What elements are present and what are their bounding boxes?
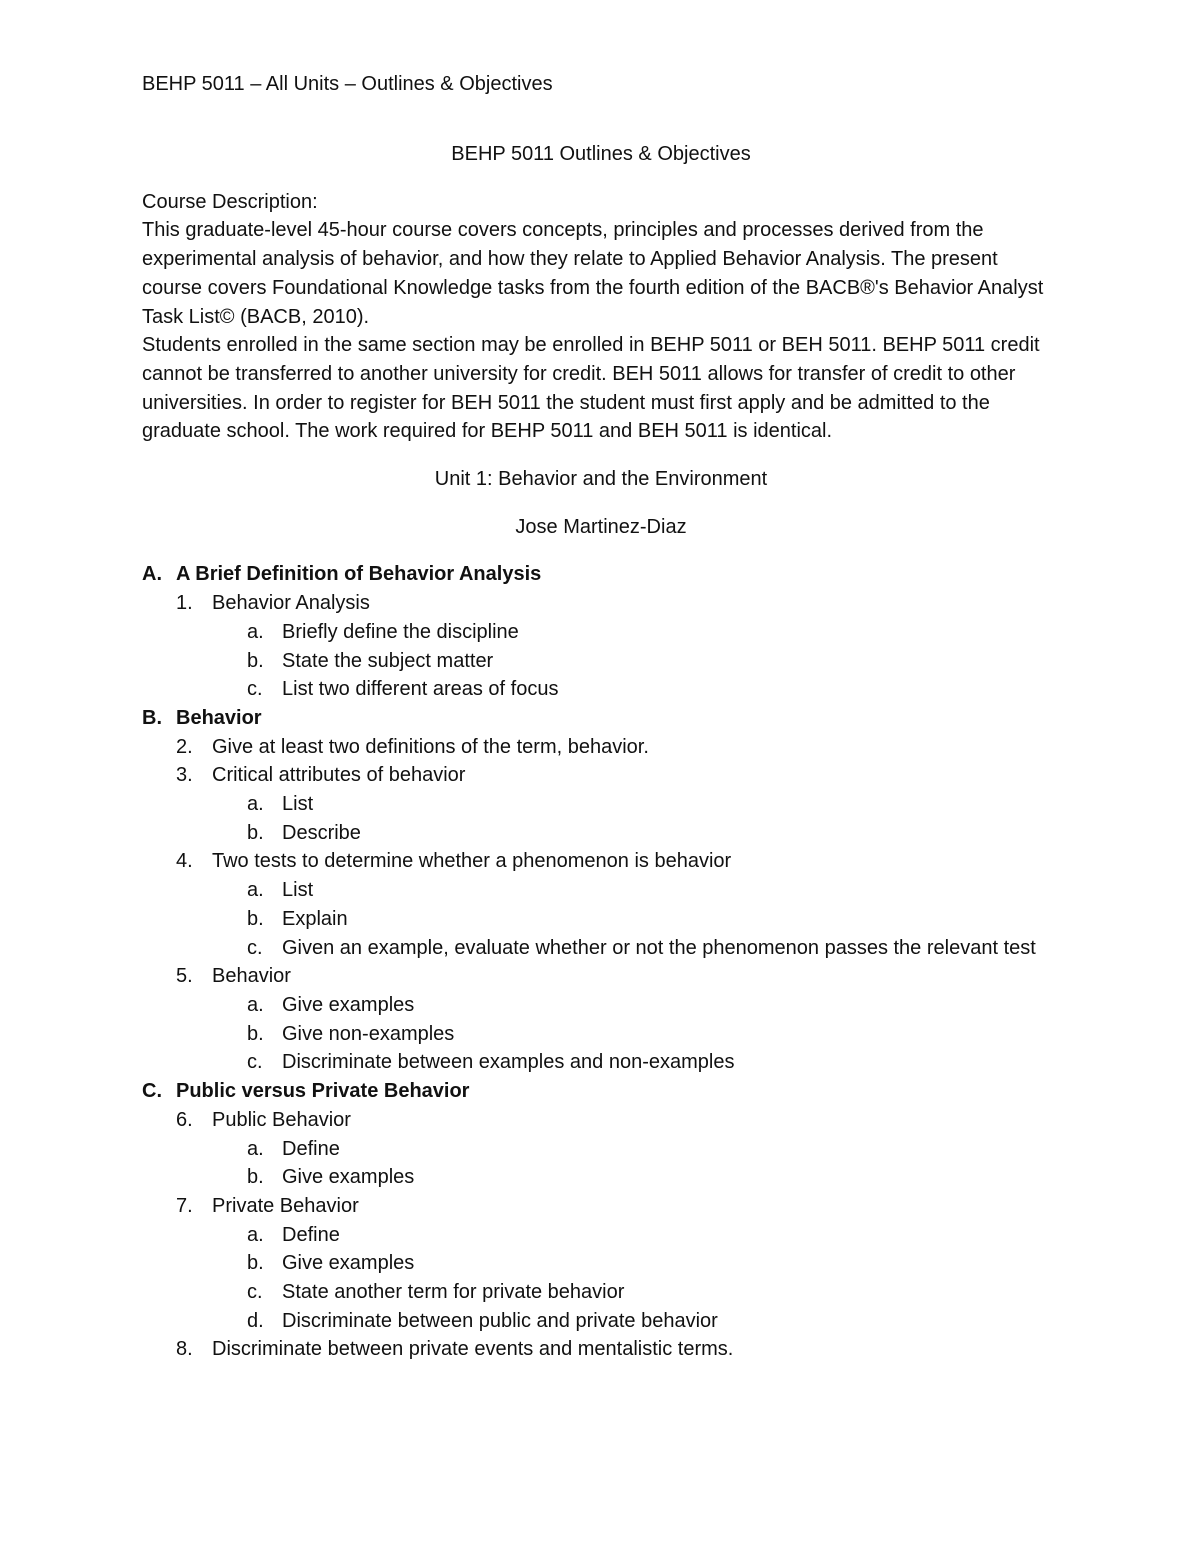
sub-list-item	[142, 1249, 1060, 1278]
sub-list-item-text: State another term for private behavior	[282, 1281, 625, 1304]
sub-list-item	[142, 905, 1060, 934]
document-body	[142, 140, 1060, 1364]
page-header: BEHP 5011 – All Units – Outlines & Objectives	[142, 73, 553, 95]
sub-list-item-text: Give examples	[282, 993, 415, 1016]
sub-list-item-text: Briefly define the discipline	[282, 620, 519, 643]
sub-list-item-text: Discriminate between examples and non-examples	[282, 1051, 735, 1074]
sub-list-item-text: Discriminate between public and private behavior	[282, 1309, 718, 1332]
list-item	[142, 733, 1060, 762]
sub-list-item-marker: c.	[247, 936, 263, 959]
document-title: BEHP 5011 Outlines & Objectives	[451, 143, 751, 165]
section-heading	[142, 1077, 1060, 1106]
list-item-marker: 2.	[176, 735, 193, 758]
list-item-text: Give at least two definitions of the term, behavior.	[212, 735, 649, 758]
list-item	[142, 847, 1060, 876]
list-item-marker: 3.	[176, 764, 193, 787]
sub-list-item-marker: b.	[247, 907, 264, 930]
sub-list-item-text: State the subject matter	[282, 649, 494, 672]
section-heading-marker: C.	[142, 1080, 162, 1103]
list-item-text: Discriminate between private events and mentalistic terms.	[212, 1338, 734, 1361]
list-item-text: Behavior Analysis	[212, 592, 370, 615]
sub-list-item-marker: a.	[247, 1137, 264, 1160]
sub-list-item-marker: a.	[247, 620, 264, 643]
list-item-text: Public Behavior	[212, 1108, 351, 1131]
sub-list-item-marker: c.	[247, 1051, 263, 1074]
sub-list-item-marker: b.	[247, 1022, 264, 1045]
sub-list-item-text: Give examples	[282, 1166, 415, 1189]
sub-list-item	[142, 819, 1060, 848]
list-item-text: Behavior	[212, 965, 291, 988]
sub-list-item	[142, 1135, 1060, 1164]
section-heading-marker: A.	[142, 563, 162, 586]
sub-list-item-text: Describe	[282, 821, 361, 844]
unit-title: Unit 1: Behavior and the Environment	[434, 468, 768, 491]
list-item-marker: 5.	[176, 965, 193, 988]
list-item	[142, 589, 1060, 618]
sub-list-item-marker: a.	[247, 1223, 264, 1246]
sub-list-item-marker: d.	[247, 1309, 264, 1332]
outline	[142, 560, 1060, 1364]
sub-list-item-text: List	[282, 879, 314, 902]
sub-list-item	[142, 1221, 1060, 1250]
section-heading-text: Behavior	[176, 706, 262, 729]
sub-list-item	[142, 1048, 1060, 1077]
sub-list-item-text: Define	[282, 1137, 340, 1160]
list-item	[142, 1192, 1060, 1221]
list-item-marker: 6.	[176, 1108, 193, 1131]
sub-list-item-text: Give non-examples	[282, 1022, 455, 1045]
sub-list-item-marker: b.	[247, 1252, 264, 1275]
sub-list-item-text: Give examples	[282, 1252, 415, 1275]
list-item-marker: 1.	[176, 592, 193, 615]
list-item-marker: 7.	[176, 1194, 193, 1217]
section-heading-text: Public versus Private Behavior	[176, 1080, 470, 1103]
course-description-label: Course Description:	[142, 190, 318, 213]
sub-list-item	[142, 1020, 1060, 1049]
sub-list-item	[142, 991, 1060, 1020]
list-item	[142, 1106, 1060, 1135]
sub-list-item	[142, 1163, 1060, 1192]
list-item-text: Critical attributes of behavior	[212, 764, 466, 787]
author-name: Jose Martinez-Diaz	[515, 515, 687, 538]
sub-list-item-marker: c.	[247, 678, 263, 701]
sub-list-item-marker: a.	[247, 993, 264, 1016]
description-paragraph: Students enrolled in the same section may be enrolled in BEHP 5011 or BEH 5011. BEHP 5011 credit cannot be transferred to another university for credit. BEH 5011 allows for transfer of credit to other universities. In order to register for BEH 5011 the student must first apply and be admitted to the graduate school. The work required for BEHP 5011 and BEH 5011 is identical.	[142, 334, 1040, 443]
section-heading-text: A Brief Definition of Behavior Analysis	[176, 563, 542, 586]
description-paragraph: This graduate-level 45-hour course covers concepts, principles and processes derived from the experimental analysis of behavior, and how they relate to Applied Behavior Analysis. The present course covers Foundational Knowledge tasks from the fourth edition of the BACB®'s Behavior Analyst Task List© (BACB, 2010).	[142, 219, 1044, 328]
sub-list-item	[142, 618, 1060, 647]
sub-list-item-text: Explain	[282, 907, 348, 930]
sub-list-item-text: Define	[282, 1223, 340, 1246]
list-item-text: Private Behavior	[212, 1194, 359, 1217]
list-item-marker: 4.	[176, 850, 193, 873]
sub-list-item-marker: c.	[247, 1281, 263, 1304]
section-heading	[142, 560, 1060, 589]
sub-list-item-marker: b.	[247, 649, 264, 672]
sub-list-item	[142, 1307, 1060, 1336]
sub-list-item-text: List	[282, 793, 314, 816]
sub-list-item-marker: b.	[247, 821, 264, 844]
sub-list-item-marker: a.	[247, 793, 264, 816]
list-item	[142, 962, 1060, 991]
list-item-marker: 8.	[176, 1338, 193, 1361]
sub-list-item	[142, 1278, 1060, 1307]
sub-list-item-text: Given an example, evaluate whether or not the phenomenon passes the relevant test	[282, 936, 1036, 959]
list-item-text: Two tests to determine whether a phenomenon is behavior	[212, 850, 732, 873]
sub-list-item	[142, 647, 1060, 676]
sub-list-item	[142, 934, 1060, 963]
list-item	[142, 1335, 1060, 1364]
list-item	[142, 761, 1060, 790]
sub-list-item	[142, 675, 1060, 704]
section-heading	[142, 704, 1060, 733]
sub-list-item-marker: b.	[247, 1166, 264, 1189]
sub-list-item	[142, 876, 1060, 905]
section-heading-marker: B.	[142, 706, 162, 729]
sub-list-item	[142, 790, 1060, 819]
sub-list-item-text: List two different areas of focus	[282, 678, 559, 701]
sub-list-item-marker: a.	[247, 879, 264, 902]
